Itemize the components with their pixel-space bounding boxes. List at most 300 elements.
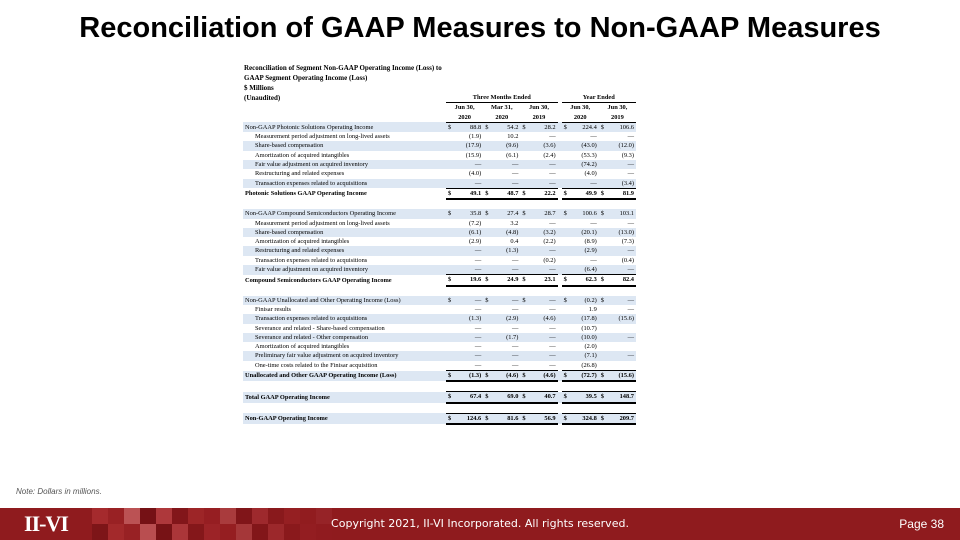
spacer-row: [243, 199, 636, 209]
cell-value: [562, 209, 599, 218]
cell-number: 100.6: [582, 210, 597, 218]
cell-number: (2.4): [543, 151, 556, 159]
cell-number: (1.7): [506, 333, 519, 341]
col-header: 2020: [483, 113, 520, 123]
cell-number: (4.6): [506, 372, 519, 380]
table-row: [243, 122, 636, 132]
cell-number: —: [549, 179, 556, 187]
cell-number: —: [474, 352, 482, 360]
currency-symbol: $: [448, 123, 452, 131]
total-row: [243, 371, 636, 382]
column-header-row-1: [243, 103, 636, 113]
cell-value: [446, 179, 483, 189]
cell-number: —: [590, 219, 597, 227]
footer-bar: [0, 508, 960, 540]
cell-number: (9.6): [506, 142, 519, 150]
row-label: Non-GAAP Photonic Solutions Operating Income: [243, 122, 446, 132]
cell-number: —: [549, 343, 556, 351]
cell-number: —: [549, 219, 556, 227]
cell-value: [599, 188, 636, 199]
cell-value: [446, 228, 483, 237]
cell-number: —: [627, 133, 634, 141]
cell-number: (17.9): [465, 142, 482, 150]
cell-number: 27.4: [507, 210, 519, 218]
cell-value: [599, 371, 636, 382]
currency-symbol: $: [563, 393, 567, 401]
col-header: 2019: [520, 113, 557, 123]
cell-value: [562, 392, 599, 403]
cell-number: —: [627, 219, 634, 227]
currency-symbol: $: [485, 296, 489, 304]
group-header-row: [243, 93, 636, 103]
currency-symbol: $: [522, 123, 526, 131]
currency-symbol: $: [563, 372, 567, 380]
cell-value: [562, 219, 599, 228]
currency-symbol: $: [600, 189, 604, 197]
cell-number: —: [590, 133, 597, 141]
cell-value: [483, 169, 520, 178]
cell-value: [520, 265, 557, 275]
cell-value: [483, 333, 520, 342]
col-header: Jun 30,: [454, 104, 475, 112]
cell-value: [599, 132, 636, 141]
spacer-row: [243, 381, 636, 392]
cell-value: [562, 413, 599, 424]
cell-number: 0.4: [510, 238, 519, 246]
currency-symbol: $: [485, 372, 489, 380]
cell-number: (0.2): [543, 256, 556, 264]
currency-symbol: $: [563, 296, 567, 304]
cell-value: [446, 371, 483, 382]
cell-value: [562, 314, 599, 323]
cell-value: [483, 392, 520, 403]
table-row: [243, 237, 636, 246]
cell-number: 106.6: [619, 123, 634, 131]
cell-value: [520, 256, 557, 265]
cell-value: [520, 275, 557, 286]
cell-number: 49.1: [470, 189, 482, 197]
cell-number: 324.8: [582, 414, 597, 422]
row-label: Total GAAP Operating Income: [243, 392, 446, 403]
cell-value: [562, 296, 599, 305]
cell-value: [483, 275, 520, 286]
cell-number: 62.3: [585, 276, 597, 284]
cell-value: [562, 151, 599, 160]
cell-number: (1.9): [468, 133, 482, 141]
table-row: [243, 151, 636, 160]
cell-number: —: [512, 361, 519, 369]
table-row: [243, 296, 636, 305]
total-row: [243, 275, 636, 286]
cell-number: 124.6: [466, 414, 482, 422]
cell-value: [446, 296, 483, 305]
cell-value: [562, 351, 599, 360]
currency-symbol: $: [485, 210, 489, 218]
currency-symbol: $: [448, 210, 452, 218]
table-row: [243, 324, 636, 333]
cell-value: [562, 246, 599, 255]
table-row: [243, 141, 636, 150]
cell-value: [483, 209, 520, 218]
row-label: Amortization of acquired intangibles: [255, 151, 350, 159]
cell-number: 19.6: [470, 276, 482, 284]
cell-value: [520, 219, 557, 228]
cell-number: —: [627, 161, 634, 169]
cell-value: [562, 371, 599, 382]
cell-number: —: [549, 133, 556, 141]
currency-symbol: $: [448, 296, 452, 304]
cell-value: [520, 333, 557, 342]
cell-number: —: [474, 247, 482, 255]
cell-value: [446, 209, 483, 218]
cell-number: (7.2): [468, 219, 482, 227]
cell-number: (3.2): [543, 228, 556, 236]
cell-number: 1.9: [588, 305, 597, 313]
cell-number: 81.9: [622, 189, 634, 197]
cell-number: 28.2: [544, 123, 556, 131]
row-label: Transaction expenses related to acquisitions: [255, 256, 368, 264]
cell-value: [483, 413, 520, 424]
table-row: [243, 333, 636, 342]
cell-number: (7.3): [621, 238, 634, 246]
cell-value: [599, 151, 636, 160]
cell-value: [483, 342, 520, 351]
cell-number: (4.6): [543, 315, 556, 323]
cell-value: [483, 361, 520, 371]
copyright-text: Copyright 2021, II-VI Incorporated. All rights reserved.: [331, 517, 629, 530]
col-header: 2019: [599, 113, 636, 123]
reconciliation-table: [243, 93, 636, 425]
cell-value: [562, 275, 599, 286]
cell-value: [446, 314, 483, 323]
header-line-2: GAAP Segment Operating Income (Loss): [244, 74, 368, 82]
table-row: [243, 209, 636, 218]
currency-symbol: $: [448, 393, 452, 401]
cell-value: [599, 305, 636, 314]
col-header: Jun 30,: [607, 104, 628, 112]
cell-value: [483, 296, 520, 305]
cell-number: —: [474, 361, 482, 369]
cell-number: (15.9): [465, 151, 482, 159]
table-row: [243, 219, 636, 228]
cell-value: [562, 256, 599, 265]
cell-number: (7.1): [584, 352, 597, 360]
cell-number: (0.2): [584, 296, 597, 304]
total-row: [243, 413, 636, 424]
cell-number: —: [474, 333, 482, 341]
cell-value: [599, 351, 636, 360]
cell-number: (2.0): [584, 343, 597, 351]
cell-value: [599, 296, 636, 305]
cell-number: (15.6): [618, 372, 634, 380]
cell-value: [446, 265, 483, 275]
table-row: [243, 314, 636, 323]
cell-number: —: [512, 161, 519, 169]
cell-number: (4.8): [506, 228, 519, 236]
cell-number: (2.9): [468, 238, 482, 246]
cell-number: —: [474, 296, 482, 304]
cell-number: —: [512, 352, 519, 360]
cell-number: (1.3): [506, 247, 519, 255]
cell-value: [599, 265, 636, 275]
row-label: Severance and related - Other compensation: [243, 333, 446, 342]
cell-number: 10.2: [507, 133, 519, 141]
cell-value: [520, 228, 557, 237]
cell-number: —: [627, 296, 634, 304]
row-label: Measurement period adjustment on long-lived assets: [255, 219, 390, 227]
cell-value: [520, 188, 557, 199]
col-header: Mar 31,: [491, 104, 513, 112]
cell-value: [562, 361, 599, 371]
col-header: 2020: [446, 113, 483, 123]
cell-number: —: [549, 333, 556, 341]
cell-value: [599, 237, 636, 246]
table-row: [243, 169, 636, 178]
row-label: Restructuring and related expenses: [243, 246, 446, 255]
currency-symbol: $: [600, 296, 604, 304]
cell-value: [520, 179, 557, 189]
cell-value: [562, 305, 599, 314]
currency-symbol: $: [522, 414, 526, 422]
cell-number: 24.9: [507, 276, 519, 284]
row-label: Non-GAAP Compound Semiconductors Operating Income: [243, 209, 446, 218]
cell-value: [599, 246, 636, 255]
currency-symbol: $: [448, 372, 452, 380]
table-row: [243, 179, 636, 189]
cell-number: (1.3): [468, 315, 482, 323]
cell-value: [562, 169, 599, 178]
cell-value: [483, 265, 520, 275]
cell-value: [446, 361, 483, 371]
cell-value: [520, 361, 557, 371]
cell-number: (43.0): [581, 142, 597, 150]
cell-number: 40.7: [544, 393, 556, 401]
cell-number: (17.8): [581, 315, 597, 323]
row-label: Share-based compensation: [243, 141, 446, 150]
currency-symbol: $: [563, 414, 567, 422]
currency-symbol: $: [485, 123, 489, 131]
cell-number: (15.6): [618, 315, 634, 323]
cell-number: —: [512, 266, 519, 274]
cell-number: —: [549, 324, 556, 332]
cell-number: —: [512, 296, 519, 304]
header-line-3: $ Millions: [244, 84, 274, 92]
cell-number: 67.4: [470, 393, 482, 401]
cell-number: (4.0): [468, 170, 482, 178]
row-label: Preliminary fair value adjustment on acquired inventory: [243, 351, 446, 360]
cell-number: —: [590, 179, 597, 187]
cell-number: 81.6: [507, 414, 519, 422]
cell-number: —: [474, 256, 482, 264]
header-line-4: (Unaudited): [244, 94, 281, 102]
currency-symbol: $: [563, 276, 567, 284]
cell-number: 82.4: [622, 276, 634, 284]
cell-value: [446, 351, 483, 360]
currency-symbol: $: [448, 276, 452, 284]
cell-value: [483, 314, 520, 323]
table-row: [243, 351, 636, 360]
group-year: Year Ended: [562, 93, 636, 103]
cell-value: [599, 160, 636, 169]
cell-value: [562, 324, 599, 333]
cell-value: [446, 141, 483, 150]
cell-value: [520, 160, 557, 169]
cell-number: —: [549, 305, 556, 313]
cell-number: 103.1: [619, 210, 634, 218]
cell-value: [599, 275, 636, 286]
cell-value: [599, 324, 636, 333]
currency-symbol: $: [563, 210, 567, 218]
cell-value: [446, 122, 483, 132]
cell-number: 48.7: [507, 189, 519, 197]
col-header: Jun 30,: [570, 104, 591, 112]
cell-value: [483, 237, 520, 246]
cell-number: (4.6): [543, 372, 556, 380]
cell-value: [562, 237, 599, 246]
cell-number: (8.9): [584, 238, 597, 246]
cell-number: —: [474, 266, 482, 274]
cell-number: (2.9): [584, 247, 597, 255]
cell-number: —: [627, 266, 634, 274]
row-label: Compound Semiconductors GAAP Operating Income: [245, 276, 392, 284]
cell-value: [562, 132, 599, 141]
currency-symbol: $: [522, 276, 526, 284]
cell-number: —: [512, 179, 519, 187]
cell-number: —: [474, 343, 482, 351]
cell-value: [446, 275, 483, 286]
currency-symbol: $: [522, 372, 526, 380]
slide-title: Reconciliation of GAAP Measures to Non-GAAP Measures: [79, 12, 881, 44]
cell-value: [599, 209, 636, 218]
cell-number: 148.7: [619, 393, 634, 401]
cell-value: [483, 188, 520, 199]
cell-value: [599, 333, 636, 342]
table-row: [243, 342, 636, 351]
spacer-row: [243, 403, 636, 414]
cell-value: [520, 392, 557, 403]
cell-value: [562, 179, 599, 189]
cell-value: [446, 132, 483, 141]
cell-number: (4.0): [584, 170, 597, 178]
cell-number: —: [549, 361, 556, 369]
table-row: [243, 132, 636, 141]
cell-value: [520, 122, 557, 132]
row-label: Amortization of acquired intangibles: [255, 343, 350, 351]
cell-number: 23.1: [544, 276, 556, 284]
currency-symbol: $: [448, 414, 452, 422]
group-three-months: Three Months Ended: [446, 93, 558, 103]
cell-number: —: [627, 305, 634, 313]
row-label: Restructuring and related expenses: [255, 170, 345, 178]
cell-number: —: [549, 352, 556, 360]
cell-value: [520, 237, 557, 246]
cell-number: (0.4): [621, 256, 634, 264]
currency-symbol: $: [485, 276, 489, 284]
cell-number: 56.9: [544, 414, 556, 422]
cell-value: [483, 141, 520, 150]
cell-number: (12.0): [618, 142, 634, 150]
cell-number: 88.8: [470, 123, 482, 131]
cell-number: —: [590, 256, 597, 264]
column-header-row-2: [243, 113, 636, 123]
cell-number: (74.2): [581, 161, 597, 169]
cell-value: [562, 188, 599, 199]
cell-number: (6.1): [468, 228, 482, 236]
cell-value: [446, 237, 483, 246]
spacer-row: [243, 286, 636, 296]
cell-value: [483, 324, 520, 333]
cell-value: [520, 141, 557, 150]
cell-value: [446, 246, 483, 255]
cell-number: (3.6): [543, 142, 556, 150]
cell-value: [446, 342, 483, 351]
cell-value: [483, 179, 520, 189]
cell-number: —: [627, 333, 634, 341]
cell-number: —: [512, 324, 519, 332]
cell-value: [562, 141, 599, 150]
row-label: Severance and related - Share-based compensation: [255, 324, 385, 332]
cell-number: —: [512, 170, 519, 178]
cell-value: [483, 132, 520, 141]
cell-number: —: [627, 170, 634, 178]
cell-number: —: [512, 343, 519, 351]
cell-number: (13.0): [618, 228, 634, 236]
cell-number: (72.7): [581, 372, 597, 380]
cell-value: [520, 351, 557, 360]
cell-value: [599, 169, 636, 178]
currency-symbol: $: [600, 393, 604, 401]
cell-number: (1.3): [468, 372, 482, 380]
cell-value: [562, 160, 599, 169]
row-label: Photonic Solutions GAAP Operating Income: [245, 190, 367, 198]
cell-value: [562, 342, 599, 351]
cell-number: —: [549, 170, 556, 178]
company-logo: II-VI: [24, 511, 68, 536]
cell-number: (2.2): [543, 238, 556, 246]
row-label: Share-based compensation: [243, 228, 446, 237]
cell-value: [483, 122, 520, 132]
cell-number: —: [549, 161, 556, 169]
cell-value: [599, 141, 636, 150]
cell-value: [446, 169, 483, 178]
currency-symbol: $: [485, 393, 489, 401]
cell-number: —: [627, 247, 634, 255]
cell-value: [520, 132, 557, 141]
cell-number: 3.2: [510, 219, 519, 227]
cell-value: [483, 160, 520, 169]
cell-number: —: [474, 179, 482, 187]
cell-value: [599, 122, 636, 132]
currency-symbol: $: [600, 414, 604, 422]
cell-value: [446, 188, 483, 199]
cell-number: —: [627, 352, 634, 360]
cell-number: (2.9): [506, 315, 519, 323]
table-row: [243, 160, 636, 169]
total-row: [243, 188, 636, 199]
cell-value: [599, 413, 636, 424]
col-header: 2020: [562, 113, 599, 123]
cell-value: [446, 305, 483, 314]
cell-value: [562, 228, 599, 237]
cell-value: [599, 228, 636, 237]
footnote: Note: Dollars in millions.: [16, 487, 102, 496]
cell-number: (6.4): [584, 266, 597, 274]
col-header: Jun 30,: [529, 104, 549, 112]
cell-value: [562, 265, 599, 275]
cell-value: [520, 151, 557, 160]
cell-number: —: [474, 305, 482, 313]
cell-number: —: [512, 305, 519, 313]
